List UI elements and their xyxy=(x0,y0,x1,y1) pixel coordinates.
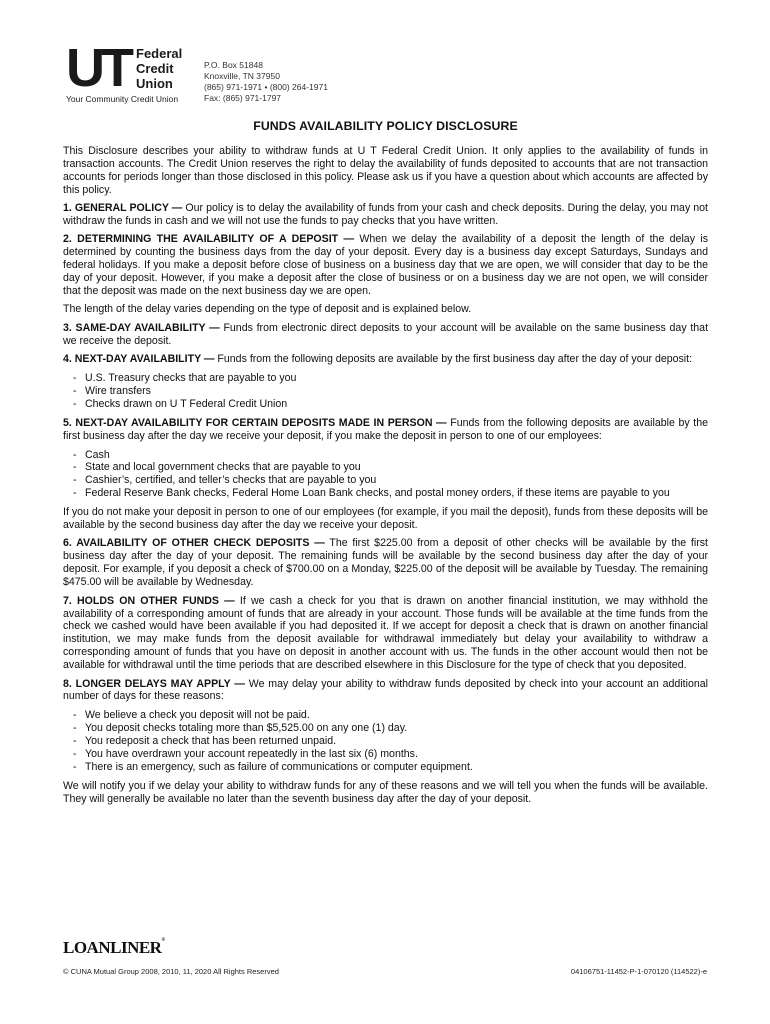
list-item: - Cash xyxy=(73,449,708,462)
list-item: - State and local government checks that are payable to you xyxy=(73,461,708,474)
address-fax: Fax: (865) 971-1797 xyxy=(204,93,282,103)
section-heading: 7. HOLDS ON OTHER FUNDS — xyxy=(63,594,235,607)
logo-line-union: Union xyxy=(136,76,173,91)
section-text: When we delay the availability of a deposit the length of the delay is determined by counting the business days from the day of your deposit. Every day is a business day except Saturdays, Sundays and federal holidays. If you make a deposit before close of business on a business day that we are open, we will consider that day to be the day of your deposit. However, if you make a deposit after the close of business or on a business day we are not open, we will consider that the deposit was made on the next business day we are open. xyxy=(63,233,708,297)
section-next-day xyxy=(63,353,708,366)
logo-tagline: Your Community Credit Union xyxy=(66,94,179,104)
section-text: If we cash a check for you that is drawn on another financial institution, we may withhold the availability of a corresponding amount of funds that are already in your account. Those funds will be available at the time funds from the check we cashed would have been available if you had deposited it. If we accept for deposit a check that is drawn on another financial institution, we may make funds from the deposit available for withdrawal immediately but delay your availability to withdraw a corresponding amount of funds that you have on deposit in another account with us. The funds in the other account would then not be available for withdrawal until the time periods that are described elsewhere in this Disclosure for the type of check that you deposited. xyxy=(63,594,708,672)
address-po-box: P.O. Box 51848 xyxy=(204,60,263,70)
brand-name: LOANLINER xyxy=(63,938,162,957)
section-heading: 6. AVAILABILITY OF OTHER CHECK DEPOSITS — xyxy=(63,537,325,550)
loanliner-logo: LOANLINER® xyxy=(63,938,165,957)
next-day-list xyxy=(63,372,708,411)
section-heading: 8. LONGER DELAYS MAY APPLY — xyxy=(63,677,245,690)
section-heading: 1. GENERAL POLICY — xyxy=(63,202,183,215)
section-determining-availability xyxy=(63,233,708,298)
disclosure-body xyxy=(63,120,708,811)
page-title: FUNDS AVAILABILITY POLICY DISCLOSURE xyxy=(253,119,518,133)
list-item: - U.S. Treasury checks that are payable to you xyxy=(73,372,708,385)
section-holds xyxy=(63,595,708,672)
list-item: - You redeposit a check that has been returned unpaid. xyxy=(73,735,708,748)
closing-paragraph: We will notify you if we delay your ability to withdraw funds for any of these reasons and we will tell you when the funds will be available. They will generally be available no later than the seventh business day after the day of your deposit. xyxy=(63,779,708,805)
form-code: 04106751-11452-P-1-070120 (114522)-e xyxy=(570,967,707,976)
copyright-notice: © CUNA Mutual Group 2008, 2010, 11, 2020 All Rights Reserved xyxy=(63,967,279,976)
section-heading: 2. DETERMINING THE AVAILABILITY OF A DEPOSIT — xyxy=(63,233,355,246)
logo-wordmark xyxy=(136,46,182,91)
logo-line-federal: Federal xyxy=(136,46,183,61)
list-item: - We believe a check you deposit will not be paid. xyxy=(73,709,708,722)
in-person-note: If you do not make your deposit in person to one of our employees (for example, if you mail the deposit), funds from these deposits will be available by the second business day after the day we receive your deposit. xyxy=(63,506,708,532)
section-heading: 4. NEXT-DAY AVAILABILITY — xyxy=(63,353,215,366)
section-text: Funds from the following deposits are available by the first business day after the day we receive your deposit, if you make the deposit in person to one of our employees: xyxy=(63,416,708,442)
list-item: - Checks drawn on U T Federal Credit Union xyxy=(73,398,708,411)
section-in-person xyxy=(63,417,708,443)
list-item: - Cashier’s, certified, and teller’s checks that are payable to you xyxy=(73,474,708,487)
intro-paragraph: This Disclosure describes your ability to withdraw funds at U T Federal Credit Union. It only applies to the availability of funds in transaction accounts. The Credit Union reserves the right to delay the availability of funds deposited to accounts that are not transaction accounts for periods longer than those disclosed in this policy. Please ask us if you have a question about which accounts are affected by this policy. xyxy=(63,144,708,196)
mailing-address xyxy=(204,60,328,104)
list-item: - You have overdrawn your account repeatedly in the last six (6) months. xyxy=(73,748,708,761)
logo-mark: UT xyxy=(66,38,130,98)
list-item: - Wire transfers xyxy=(73,385,708,398)
logo-line-credit: Credit xyxy=(136,61,174,76)
section-longer-delays xyxy=(63,678,708,704)
address-city: Knoxville, TN 37950 xyxy=(204,71,280,81)
section-text: Funds from the following deposits are available by the first business day after the day of your deposit: xyxy=(214,353,693,366)
section-heading: 5. NEXT-DAY AVAILABILITY FOR CERTAIN DEPOSITS MADE IN PERSON — xyxy=(63,416,447,429)
list-item: - Federal Reserve Bank checks, Federal Home Loan Bank checks, and postal money orders, if these items are payable to you xyxy=(73,487,708,500)
section-text: Our policy is to delay the availability of funds from your cash and check deposits. During the delay, you may not withdraw the funds in cash and we will not use the funds to pay checks that you have written. xyxy=(63,202,708,227)
list-item: - There is an emergency, such as failure of communications or computer equipment. xyxy=(73,761,708,774)
delay-reasons-list xyxy=(63,709,708,774)
delay-note: The length of the delay varies depending on the type of deposit and is explained below. xyxy=(63,303,472,316)
credit-union-logo xyxy=(66,38,196,106)
section-other-checks xyxy=(63,537,708,589)
section-text: The first $225.00 from a deposit of other checks will be available by the first business day after the day of your deposit. The remaining funds will be available by the second business day after the day of your deposit. For example, if you deposit a check of $700.00 on a Monday, $225.00 of the deposit will be available by Tuesday. The remaining $475.00 will be available by Wednesday. xyxy=(63,537,708,589)
section-text: We may delay your ability to withdraw funds deposited by check into your account an additional number of days for these reasons: xyxy=(63,677,708,703)
section-text: Funds from electronic direct deposits to your account will be available on the same business day that we receive the deposit. xyxy=(63,321,709,347)
address-phone: (865) 971-1971 • (800) 264-1971 xyxy=(204,82,328,92)
section-same-day xyxy=(63,322,708,348)
section-general-policy xyxy=(63,202,708,228)
in-person-list xyxy=(63,449,708,501)
section-heading: 3. SAME-DAY AVAILABILITY — xyxy=(63,321,220,334)
list-item: - You deposit checks totaling more than $5,525.00 on any one (1) day. xyxy=(73,722,708,735)
